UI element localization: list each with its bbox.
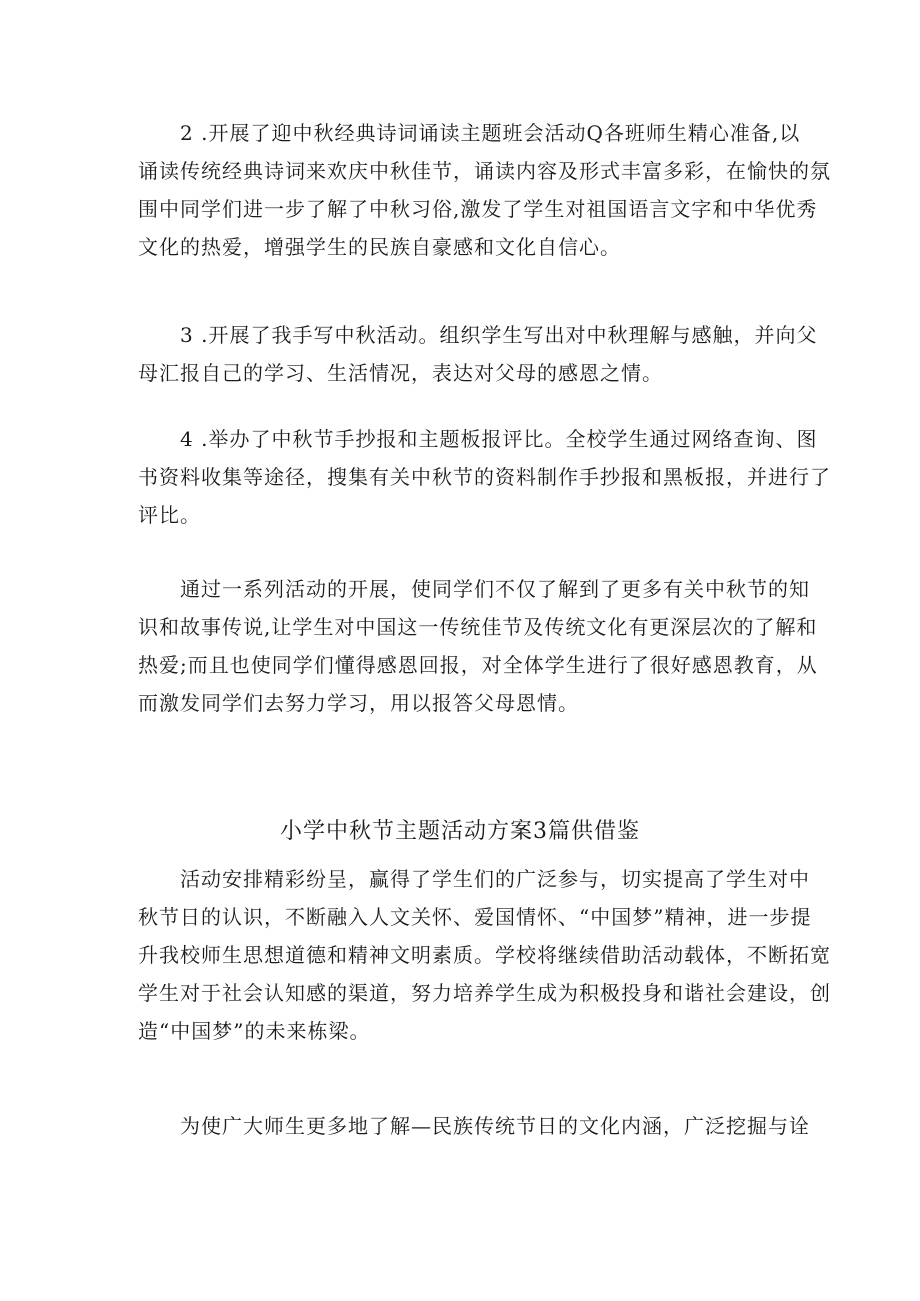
paragraph-activity-3 bbox=[138, 316, 818, 392]
text-line: 3 .开展了我手写中秋活动。组织学生写出对中秋理解与感触，并向父 bbox=[180, 323, 818, 347]
text-line: 热爱;而且也使同学们懂得感恩回报，对全体学生进行了很好感恩教育，从 bbox=[138, 653, 818, 677]
text-line: 围中同学们进一步了解了中秋习俗,激发了学生对祖国语言文字和中华优秀 bbox=[138, 197, 818, 221]
paragraph-purpose bbox=[138, 1107, 810, 1145]
paragraph-activity-2 bbox=[138, 114, 831, 266]
paragraph-intro bbox=[138, 860, 831, 1050]
text-line: 学生对于社会认知感的渠道，努力培养学生成为积极投身和谐社会建设，创 bbox=[138, 981, 831, 1005]
text-line: 诵读传统经典诗词来欢庆中秋佳节，诵读内容及形式丰富多彩，在愉快的氛 bbox=[138, 159, 831, 183]
text-line: 书资料收集等途径，搜集有关中秋节的资料制作手抄报和黑板报，并进行了 bbox=[138, 465, 831, 489]
text-line: 识和故事传说,让学生对中国这一传统佳节及传统文化有更深层次的了解和 bbox=[138, 615, 818, 639]
paragraph-activity-4 bbox=[138, 420, 831, 534]
text-line: 4 .举办了中秋节手抄报和主题板报评比。全校学生通过网络查询、图 bbox=[180, 427, 818, 451]
text-line: 通过一系列活动的开展，使同学们不仅了解到了更多有关中秋节的知 bbox=[180, 577, 810, 601]
text-line: 文化的热爱，增强学生的民族自豪感和文化自信心。 bbox=[138, 235, 621, 259]
text-line: 秋节日的认识，不断融入人文关怀、爱国情怀、“中国梦”精神，进一步提 bbox=[138, 905, 812, 929]
text-line: 造“中国梦”的未来栋梁。 bbox=[138, 1019, 371, 1043]
text-line: 为使广大师生更多地了解—民族传统节日的文化内涵，广泛挖掘与诠 bbox=[180, 1114, 810, 1138]
text-line: 升我校师生思想道德和精神文明素质。学校将继续借助活动载体，不断拓宽 bbox=[138, 943, 831, 967]
text-line: 而激发同学们去努力学习，用以报答父母恩情。 bbox=[138, 691, 579, 715]
text-line: 母汇报自己的学习、生活情况，表达对父母的感恩之情。 bbox=[138, 361, 663, 385]
text-line: 评比。 bbox=[138, 503, 201, 527]
paragraph-summary bbox=[138, 570, 818, 722]
text-line: 2 .开展了迎中秋经典诗词诵读主题班会活动Q各班师生精心准备,以 bbox=[180, 121, 801, 145]
text-line: 活动安排精彩纷呈，赢得了学生们的广泛参与，切实提高了学生对中 bbox=[180, 867, 810, 891]
section-title: 小学中秋节主题活动方案3篇供借鉴 bbox=[280, 819, 640, 844]
